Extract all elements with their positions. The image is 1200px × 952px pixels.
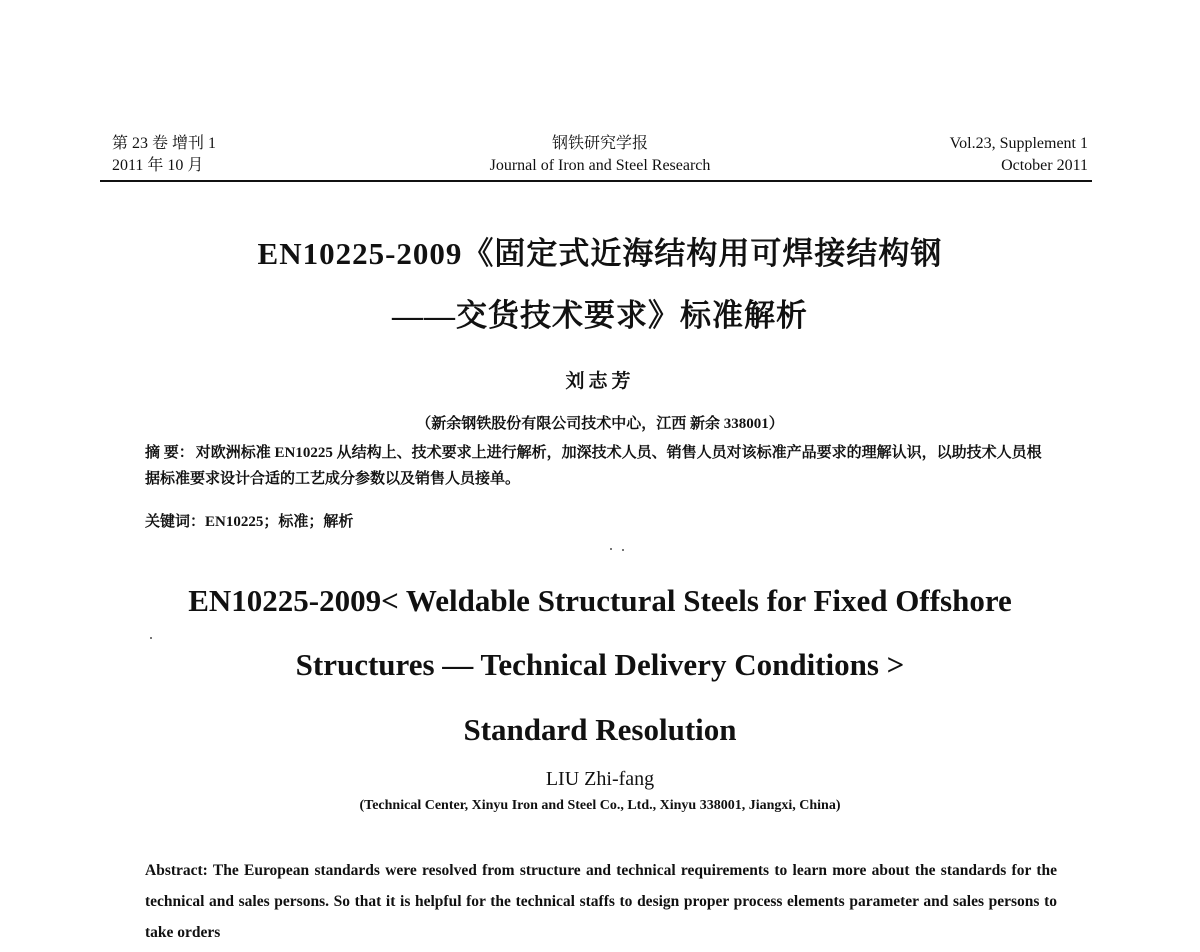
en-title-line-1: EN10225-2009< Weldable Structural Steels for Fixed Offshore [188,583,1012,618]
cn-author: 刘志芳 [565,371,635,392]
header-right [950,133,1088,177]
cn-affiliation: （新余钢铁股份有限公司技术中心，江西 新余 338001） [416,416,784,432]
scan-speck [622,549,624,551]
en-author: LIU Zhi-fang [545,768,655,790]
cn-keywords-label: 关键词： [145,514,206,530]
volume-cn: 第 23 卷 增刊 1 [112,135,217,152]
cn-abstract-text: 对欧洲标准 EN10225 从结构上、技术要求上进行解析，加深技术人员、销售人员对该标准产品要求的理解认识，以助技术人员根据标准要求设计合适的工艺成分参数以及销售人员接单。 [145,445,1042,487]
scan-speck [150,637,152,639]
running-header [112,133,1088,181]
journal-name-en: Journal of Iron and Steel Research [489,157,711,174]
header-center [112,133,1088,177]
en-abstract [145,855,1057,948]
en-affiliation: (Technical Center, Xinyu Iron and Steel Co., Ltd., Xinyu 338001, Jiangxi, China) [359,798,841,813]
en-abstract-text: The European standards were resolved from structure and technical requirements to learn more about the standards for the technical and sales persons. So that it is helpful for the technical staffs to design proper process elements parameter and sales persons to take orders [145,862,1057,941]
cn-abstract-label: 摘 要： [145,445,194,461]
date-en: October 2011 [1001,157,1088,174]
cn-keywords-text: EN10225；标准；解析 [205,514,354,530]
en-abstract-label: Abstract: [145,862,208,879]
header-rule [100,180,1092,182]
cn-keywords [145,510,353,531]
cn-title-line-1: EN10225-2009《固定式近海结构用可焊接结构钢 [257,236,943,271]
en-title-line-2: Structures — Technical Delivery Conditions > [295,647,905,682]
journal-name-cn: 钢铁研究学报 [551,135,648,152]
cn-title-line-2: ——交货技术要求》标准解析 [392,298,808,333]
volume-en: Vol.23, Supplement 1 [949,135,1088,152]
scan-speck [610,548,612,550]
cn-abstract [145,440,1055,492]
en-title-line-3: Standard Resolution [463,712,737,747]
date-cn: 2011 年 10 月 [112,157,204,174]
